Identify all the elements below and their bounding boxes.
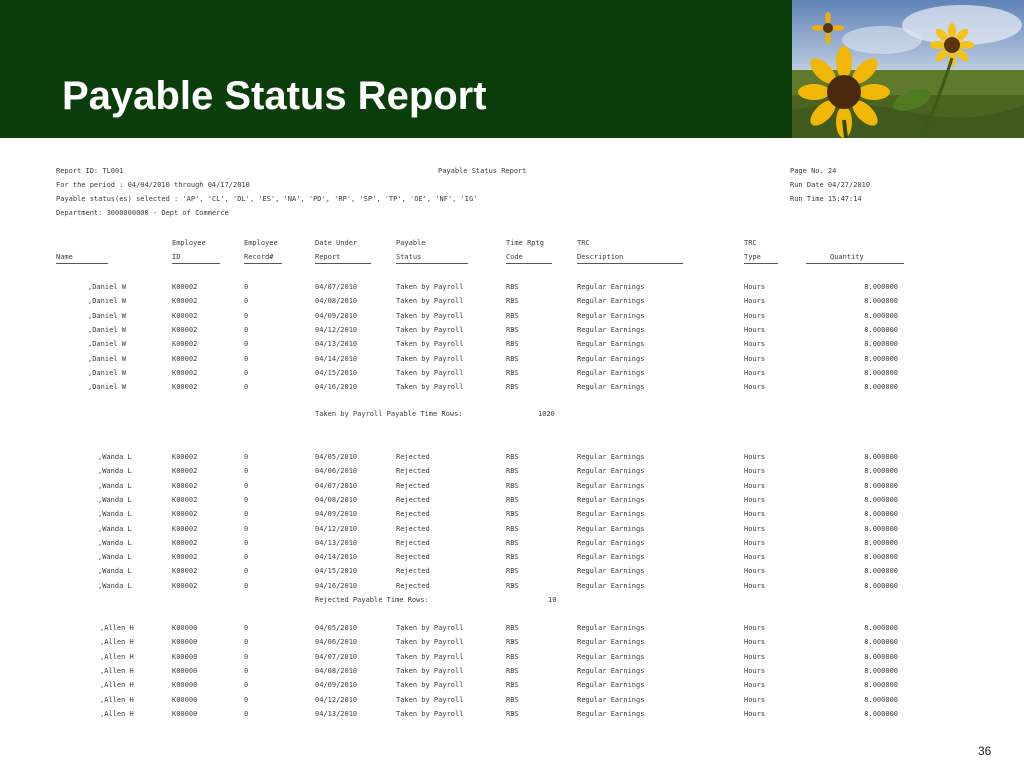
row-cell-type: Hours	[744, 354, 766, 363]
row-cell-rcd: 0	[244, 383, 249, 392]
row-cell-date: 04/12/2010	[315, 524, 358, 533]
row-cell-date: 04/13/2010	[315, 538, 358, 547]
row-cell-desc: Regular Earnings	[577, 283, 645, 291]
row-cell-qty: 8.000000	[864, 652, 898, 661]
report-heading: Payable Status Report	[438, 167, 527, 175]
underline-emplid	[172, 263, 220, 264]
row-cell-name: ,Wanda L	[98, 567, 132, 576]
row-cell-rcd: 0	[244, 624, 249, 632]
row-cell-rcd: 0	[244, 453, 249, 461]
row-cell-type: Hours	[744, 581, 766, 590]
row-cell-rcd: 0	[244, 283, 249, 291]
row-cell-qty: 8.000000	[864, 383, 898, 392]
row-cell-name: ,Allen H	[100, 695, 134, 704]
underline-trc-type	[744, 263, 778, 264]
row-cell-emplid: K00002	[172, 311, 198, 320]
row-cell-emplid: K00002	[172, 297, 198, 306]
col-header-status-2: Status	[396, 253, 422, 261]
row-cell-name: ,Daniel W	[88, 354, 126, 363]
group-summary-count: 10	[548, 596, 557, 604]
row-cell-desc: Regular Earnings	[577, 538, 645, 547]
row-cell-trc: RBS	[506, 354, 519, 363]
row-cell-name: ,Daniel W	[88, 383, 126, 392]
row-cell-emplid: K00000	[172, 624, 198, 632]
row-cell-desc: Regular Earnings	[577, 495, 645, 504]
row-cell-date: 04/16/2010	[315, 581, 358, 590]
col-header-date-2: Report	[315, 253, 341, 261]
row-cell-emplid: K00002	[172, 524, 198, 533]
row-cell-status: Rejected	[396, 553, 430, 562]
report-department: Department: 3000000000 - Dept of Commerce	[56, 209, 229, 217]
row-cell-date: 04/09/2010	[315, 681, 358, 690]
row-cell-desc: Regular Earnings	[577, 325, 645, 334]
row-cell-name: ,Daniel W	[88, 311, 126, 320]
row-cell-trc: RBS	[506, 368, 519, 377]
row-cell-qty: 8.000000	[864, 340, 898, 349]
report-statuses: Payable status(es) selected : 'AP', 'CL', 'DL', 'ES', 'NA', 'PD', 'RP', 'SP', 'TP', 'OE', 'NF', 'IG'	[56, 195, 478, 203]
row-cell-desc: Regular Earnings	[577, 383, 645, 392]
row-cell-trc: RBS	[506, 681, 519, 690]
row-cell-rcd: 0	[244, 510, 249, 519]
row-cell-emplid: K00002	[172, 510, 198, 519]
row-cell-desc: Regular Earnings	[577, 524, 645, 533]
col-header-quantity: Quantity	[830, 253, 864, 261]
row-cell-status: Rejected	[396, 453, 430, 461]
row-cell-rcd: 0	[244, 652, 249, 661]
row-cell-type: Hours	[744, 368, 766, 377]
row-cell-emplid: K00002	[172, 283, 198, 291]
underline-name	[56, 263, 108, 264]
row-cell-trc: RBS	[506, 467, 519, 476]
row-cell-name: ,Wanda L	[98, 467, 132, 476]
row-cell-emplid: K00000	[172, 681, 198, 690]
row-cell-status: Taken by Payroll	[396, 638, 464, 647]
col-header-emplid-1: Employee	[172, 239, 206, 247]
row-cell-date: 04/05/2010	[315, 453, 358, 461]
row-cell-emplid: K00002	[172, 368, 198, 377]
row-cell-rcd: 0	[244, 481, 249, 490]
row-cell-date: 04/05/2010	[315, 624, 358, 632]
group-summary-label: Taken by Payroll Payable Time Rows:	[315, 410, 463, 418]
col-header-emplid-2: ID	[172, 253, 181, 261]
row-cell-type: Hours	[744, 524, 766, 533]
col-header-rcd-2: Record#	[244, 253, 274, 261]
row-cell-name: ,Wanda L	[98, 553, 132, 562]
row-cell-status: Taken by Payroll	[396, 283, 464, 291]
row-cell-name: ,Allen H	[100, 666, 134, 675]
row-cell-date: 04/13/2010	[315, 340, 358, 349]
row-cell-trc: RBS	[506, 283, 519, 291]
row-cell-type: Hours	[744, 481, 766, 490]
row-cell-trc: RBS	[506, 709, 519, 718]
row-cell-status: Taken by Payroll	[396, 340, 464, 349]
row-cell-type: Hours	[744, 325, 766, 334]
row-cell-qty: 8.000000	[864, 524, 898, 533]
col-header-trc-desc-1: TRC	[577, 239, 590, 247]
row-cell-status: Taken by Payroll	[396, 368, 464, 377]
row-cell-type: Hours	[744, 567, 766, 576]
row-cell-emplid: K00002	[172, 553, 198, 562]
row-cell-qty: 8.000000	[864, 695, 898, 704]
row-cell-desc: Regular Earnings	[577, 510, 645, 519]
row-cell-rcd: 0	[244, 581, 249, 590]
row-cell-type: Hours	[744, 283, 766, 291]
row-cell-type: Hours	[744, 383, 766, 392]
row-cell-qty: 8.000000	[864, 510, 898, 519]
row-cell-status: Taken by Payroll	[396, 311, 464, 320]
row-cell-trc: RBS	[506, 510, 519, 519]
row-cell-rcd: 0	[244, 325, 249, 334]
row-cell-rcd: 0	[244, 311, 249, 320]
row-cell-date: 04/15/2010	[315, 567, 358, 576]
row-cell-qty: 8.000000	[864, 709, 898, 718]
row-cell-name: ,Allen H	[100, 681, 134, 690]
row-cell-status: Taken by Payroll	[396, 709, 464, 718]
row-cell-date: 04/06/2010	[315, 467, 358, 476]
row-cell-qty: 8.000000	[864, 581, 898, 590]
col-header-name: Name	[56, 253, 73, 261]
underline-trc-desc	[577, 263, 683, 264]
row-cell-emplid: K00002	[172, 538, 198, 547]
row-cell-qty: 8.000000	[864, 538, 898, 547]
row-cell-rcd: 0	[244, 567, 249, 576]
row-cell-type: Hours	[744, 297, 766, 306]
row-cell-type: Hours	[744, 538, 766, 547]
row-cell-rcd: 0	[244, 681, 249, 690]
row-cell-type: Hours	[744, 495, 766, 504]
row-cell-name: ,Daniel W	[88, 283, 126, 291]
row-cell-date: 04/08/2010	[315, 666, 358, 675]
row-cell-rcd: 0	[244, 666, 249, 675]
row-cell-name: ,Daniel W	[88, 368, 126, 377]
row-cell-name: ,Daniel W	[88, 325, 126, 334]
row-cell-type: Hours	[744, 709, 766, 718]
row-cell-name: ,Allen H	[100, 709, 134, 718]
row-cell-qty: 8.000000	[864, 467, 898, 476]
row-cell-emplid: K00002	[172, 340, 198, 349]
row-cell-trc: RBS	[506, 638, 519, 647]
row-cell-type: Hours	[744, 638, 766, 647]
row-cell-trc: RBS	[506, 311, 519, 320]
row-cell-qty: 8.000000	[864, 297, 898, 306]
row-cell-qty: 8.000000	[864, 638, 898, 647]
row-cell-status: Rejected	[396, 524, 430, 533]
row-cell-date: 04/15/2010	[315, 368, 358, 377]
col-header-trc-desc-2: Description	[577, 253, 624, 261]
underline-rcd	[244, 263, 282, 264]
underline-trc-code	[506, 263, 552, 264]
row-cell-name: ,Allen H	[100, 624, 134, 632]
row-cell-desc: Regular Earnings	[577, 453, 645, 461]
col-header-trc-type-2: Type	[744, 253, 761, 261]
row-cell-desc: Regular Earnings	[577, 553, 645, 562]
row-cell-trc: RBS	[506, 340, 519, 349]
page-title: Payable Status Report	[62, 74, 487, 118]
row-cell-emplid: K00000	[172, 695, 198, 704]
row-cell-name: ,Daniel W	[88, 340, 126, 349]
row-cell-trc: RBS	[506, 695, 519, 704]
row-cell-type: Hours	[744, 467, 766, 476]
row-cell-type: Hours	[744, 624, 766, 632]
row-cell-status: Rejected	[396, 510, 430, 519]
row-cell-qty: 8.000000	[864, 495, 898, 504]
row-cell-emplid: K00002	[172, 567, 198, 576]
row-cell-status: Taken by Payroll	[396, 666, 464, 675]
row-cell-name: ,Allen H	[100, 638, 134, 647]
row-cell-date: 04/12/2010	[315, 325, 358, 334]
row-cell-name: ,Wanda L	[98, 581, 132, 590]
row-cell-qty: 8.000000	[864, 283, 898, 291]
row-cell-rcd: 0	[244, 638, 249, 647]
row-cell-rcd: 0	[244, 340, 249, 349]
col-header-trc-code-1: Time Rptg	[506, 239, 544, 247]
row-cell-date: 04/13/2010	[315, 709, 358, 718]
row-cell-name: ,Daniel W	[88, 297, 126, 306]
underline-date	[315, 263, 371, 264]
row-cell-name: ,Wanda L	[98, 510, 132, 519]
row-cell-trc: RBS	[506, 524, 519, 533]
row-cell-qty: 8.000000	[864, 624, 898, 632]
payable-status-report-image	[56, 163, 906, 723]
report-id: Report ID: TL001	[56, 167, 124, 175]
row-cell-trc: RBS	[506, 652, 519, 661]
row-cell-desc: Regular Earnings	[577, 581, 645, 590]
row-cell-qty: 8.000000	[864, 325, 898, 334]
row-cell-rcd: 0	[244, 709, 249, 718]
row-cell-trc: RBS	[506, 383, 519, 392]
col-header-date-1: Date Under	[315, 239, 358, 247]
row-cell-rcd: 0	[244, 538, 249, 547]
group-summary-label: Rejected Payable Time Rows:	[315, 596, 429, 604]
underline-quantity	[806, 263, 904, 264]
row-cell-desc: Regular Earnings	[577, 340, 645, 349]
row-cell-name: ,Wanda L	[98, 524, 132, 533]
row-cell-emplid: K00002	[172, 581, 198, 590]
row-cell-trc: RBS	[506, 481, 519, 490]
row-cell-status: Taken by Payroll	[396, 695, 464, 704]
row-cell-qty: 8.000000	[864, 681, 898, 690]
row-cell-type: Hours	[744, 652, 766, 661]
row-cell-type: Hours	[744, 453, 766, 461]
row-cell-desc: Regular Earnings	[577, 467, 645, 476]
row-cell-desc: Regular Earnings	[577, 311, 645, 320]
row-cell-trc: RBS	[506, 567, 519, 576]
row-cell-emplid: K00000	[172, 652, 198, 661]
row-cell-date: 04/12/2010	[315, 695, 358, 704]
row-cell-qty: 8.000000	[864, 666, 898, 675]
row-cell-type: Hours	[744, 553, 766, 562]
row-cell-emplid: K00002	[172, 383, 198, 392]
row-cell-status: Taken by Payroll	[396, 383, 464, 392]
row-cell-rcd: 0	[244, 297, 249, 306]
row-cell-emplid: K00000	[172, 709, 198, 718]
row-cell-trc: RBS	[506, 325, 519, 334]
row-cell-rcd: 0	[244, 354, 249, 363]
report-page-no: Page No. 24	[790, 167, 837, 175]
row-cell-status: Rejected	[396, 467, 430, 476]
row-cell-emplid: K00002	[172, 453, 198, 461]
row-cell-name: ,Wanda L	[98, 538, 132, 547]
row-cell-type: Hours	[744, 666, 766, 675]
row-cell-trc: RBS	[506, 453, 519, 461]
row-cell-name: ,Wanda L	[98, 481, 132, 490]
row-cell-desc: Regular Earnings	[577, 652, 645, 661]
row-cell-name: ,Allen H	[100, 652, 134, 661]
row-cell-type: Hours	[744, 681, 766, 690]
row-cell-qty: 8.000000	[864, 354, 898, 363]
col-header-trc-type-1: TRC	[744, 239, 757, 247]
row-cell-date: 04/16/2010	[315, 383, 358, 392]
row-cell-trc: RBS	[506, 666, 519, 675]
row-cell-qty: 8.000000	[864, 453, 898, 461]
row-cell-emplid: K00002	[172, 325, 198, 334]
row-cell-emplid: K00002	[172, 481, 198, 490]
title-bar	[0, 0, 1024, 138]
row-cell-emplid: K00002	[172, 495, 198, 504]
row-cell-status: Rejected	[396, 581, 430, 590]
row-cell-trc: RBS	[506, 495, 519, 504]
row-cell-date: 04/09/2010	[315, 311, 358, 320]
row-cell-desc: Regular Earnings	[577, 297, 645, 306]
row-cell-status: Taken by Payroll	[396, 325, 464, 334]
row-cell-rcd: 0	[244, 695, 249, 704]
row-cell-status: Taken by Payroll	[396, 652, 464, 661]
row-cell-date: 04/06/2010	[315, 638, 358, 647]
row-cell-rcd: 0	[244, 495, 249, 504]
row-cell-name: ,Wanda L	[98, 453, 132, 461]
row-cell-type: Hours	[744, 311, 766, 320]
row-cell-date: 04/14/2010	[315, 354, 358, 363]
report-run-time: Run Time 15:47:14	[790, 195, 862, 203]
row-cell-trc: RBS	[506, 297, 519, 306]
row-cell-emplid: K00002	[172, 467, 198, 476]
row-cell-date: 04/07/2010	[315, 652, 358, 661]
row-cell-name: ,Wanda L	[98, 495, 132, 504]
row-cell-desc: Regular Earnings	[577, 624, 645, 632]
row-cell-date: 04/09/2010	[315, 510, 358, 519]
row-cell-rcd: 0	[244, 368, 249, 377]
row-cell-status: Taken by Payroll	[396, 354, 464, 363]
report-period: For the period : 04/04/2010 through 04/17/2010	[56, 181, 250, 189]
row-cell-desc: Regular Earnings	[577, 666, 645, 675]
sunflower-field-photo	[792, 0, 1024, 138]
row-cell-date: 04/07/2010	[315, 283, 358, 291]
row-cell-trc: RBS	[506, 581, 519, 590]
row-cell-status: Rejected	[396, 495, 430, 504]
slide-number: 36	[978, 744, 992, 758]
group-summary-count: 1020	[538, 410, 555, 418]
row-cell-date: 04/14/2010	[315, 553, 358, 562]
row-cell-status: Taken by Payroll	[396, 624, 464, 632]
row-cell-desc: Regular Earnings	[577, 681, 645, 690]
row-cell-emplid: K00000	[172, 638, 198, 647]
row-cell-qty: 8.000000	[864, 311, 898, 320]
row-cell-desc: Regular Earnings	[577, 481, 645, 490]
row-cell-trc: RBS	[506, 624, 519, 632]
row-cell-qty: 8.000000	[864, 368, 898, 377]
report-run-date: Run Date 04/27/2010	[790, 181, 871, 189]
col-header-status-1: Payable	[396, 239, 426, 247]
row-cell-status: Taken by Payroll	[396, 297, 464, 306]
row-cell-desc: Regular Earnings	[577, 567, 645, 576]
row-cell-emplid: K00002	[172, 354, 198, 363]
row-cell-qty: 8.000000	[864, 553, 898, 562]
row-cell-status: Rejected	[396, 567, 430, 576]
row-cell-qty: 8.000000	[864, 567, 898, 576]
row-cell-rcd: 0	[244, 467, 249, 476]
row-cell-desc: Regular Earnings	[577, 709, 645, 718]
row-cell-emplid: K00000	[172, 666, 198, 675]
row-cell-status: Taken by Payroll	[396, 681, 464, 690]
row-cell-type: Hours	[744, 510, 766, 519]
row-cell-rcd: 0	[244, 553, 249, 562]
row-cell-type: Hours	[744, 695, 766, 704]
row-cell-trc: RBS	[506, 553, 519, 562]
row-cell-type: Hours	[744, 340, 766, 349]
underline-status	[396, 263, 468, 264]
row-cell-trc: RBS	[506, 538, 519, 547]
row-cell-date: 04/07/2010	[315, 481, 358, 490]
col-header-trc-code-2: Code	[506, 253, 523, 261]
row-cell-status: Rejected	[396, 538, 430, 547]
row-cell-desc: Regular Earnings	[577, 695, 645, 704]
col-header-rcd-1: Employee	[244, 239, 278, 247]
row-cell-rcd: 0	[244, 524, 249, 533]
row-cell-date: 04/08/2010	[315, 495, 358, 504]
row-cell-date: 04/08/2010	[315, 297, 358, 306]
row-cell-qty: 8.000000	[864, 481, 898, 490]
row-cell-desc: Regular Earnings	[577, 638, 645, 647]
row-cell-desc: Regular Earnings	[577, 368, 645, 377]
row-cell-status: Rejected	[396, 481, 430, 490]
row-cell-desc: Regular Earnings	[577, 354, 645, 363]
